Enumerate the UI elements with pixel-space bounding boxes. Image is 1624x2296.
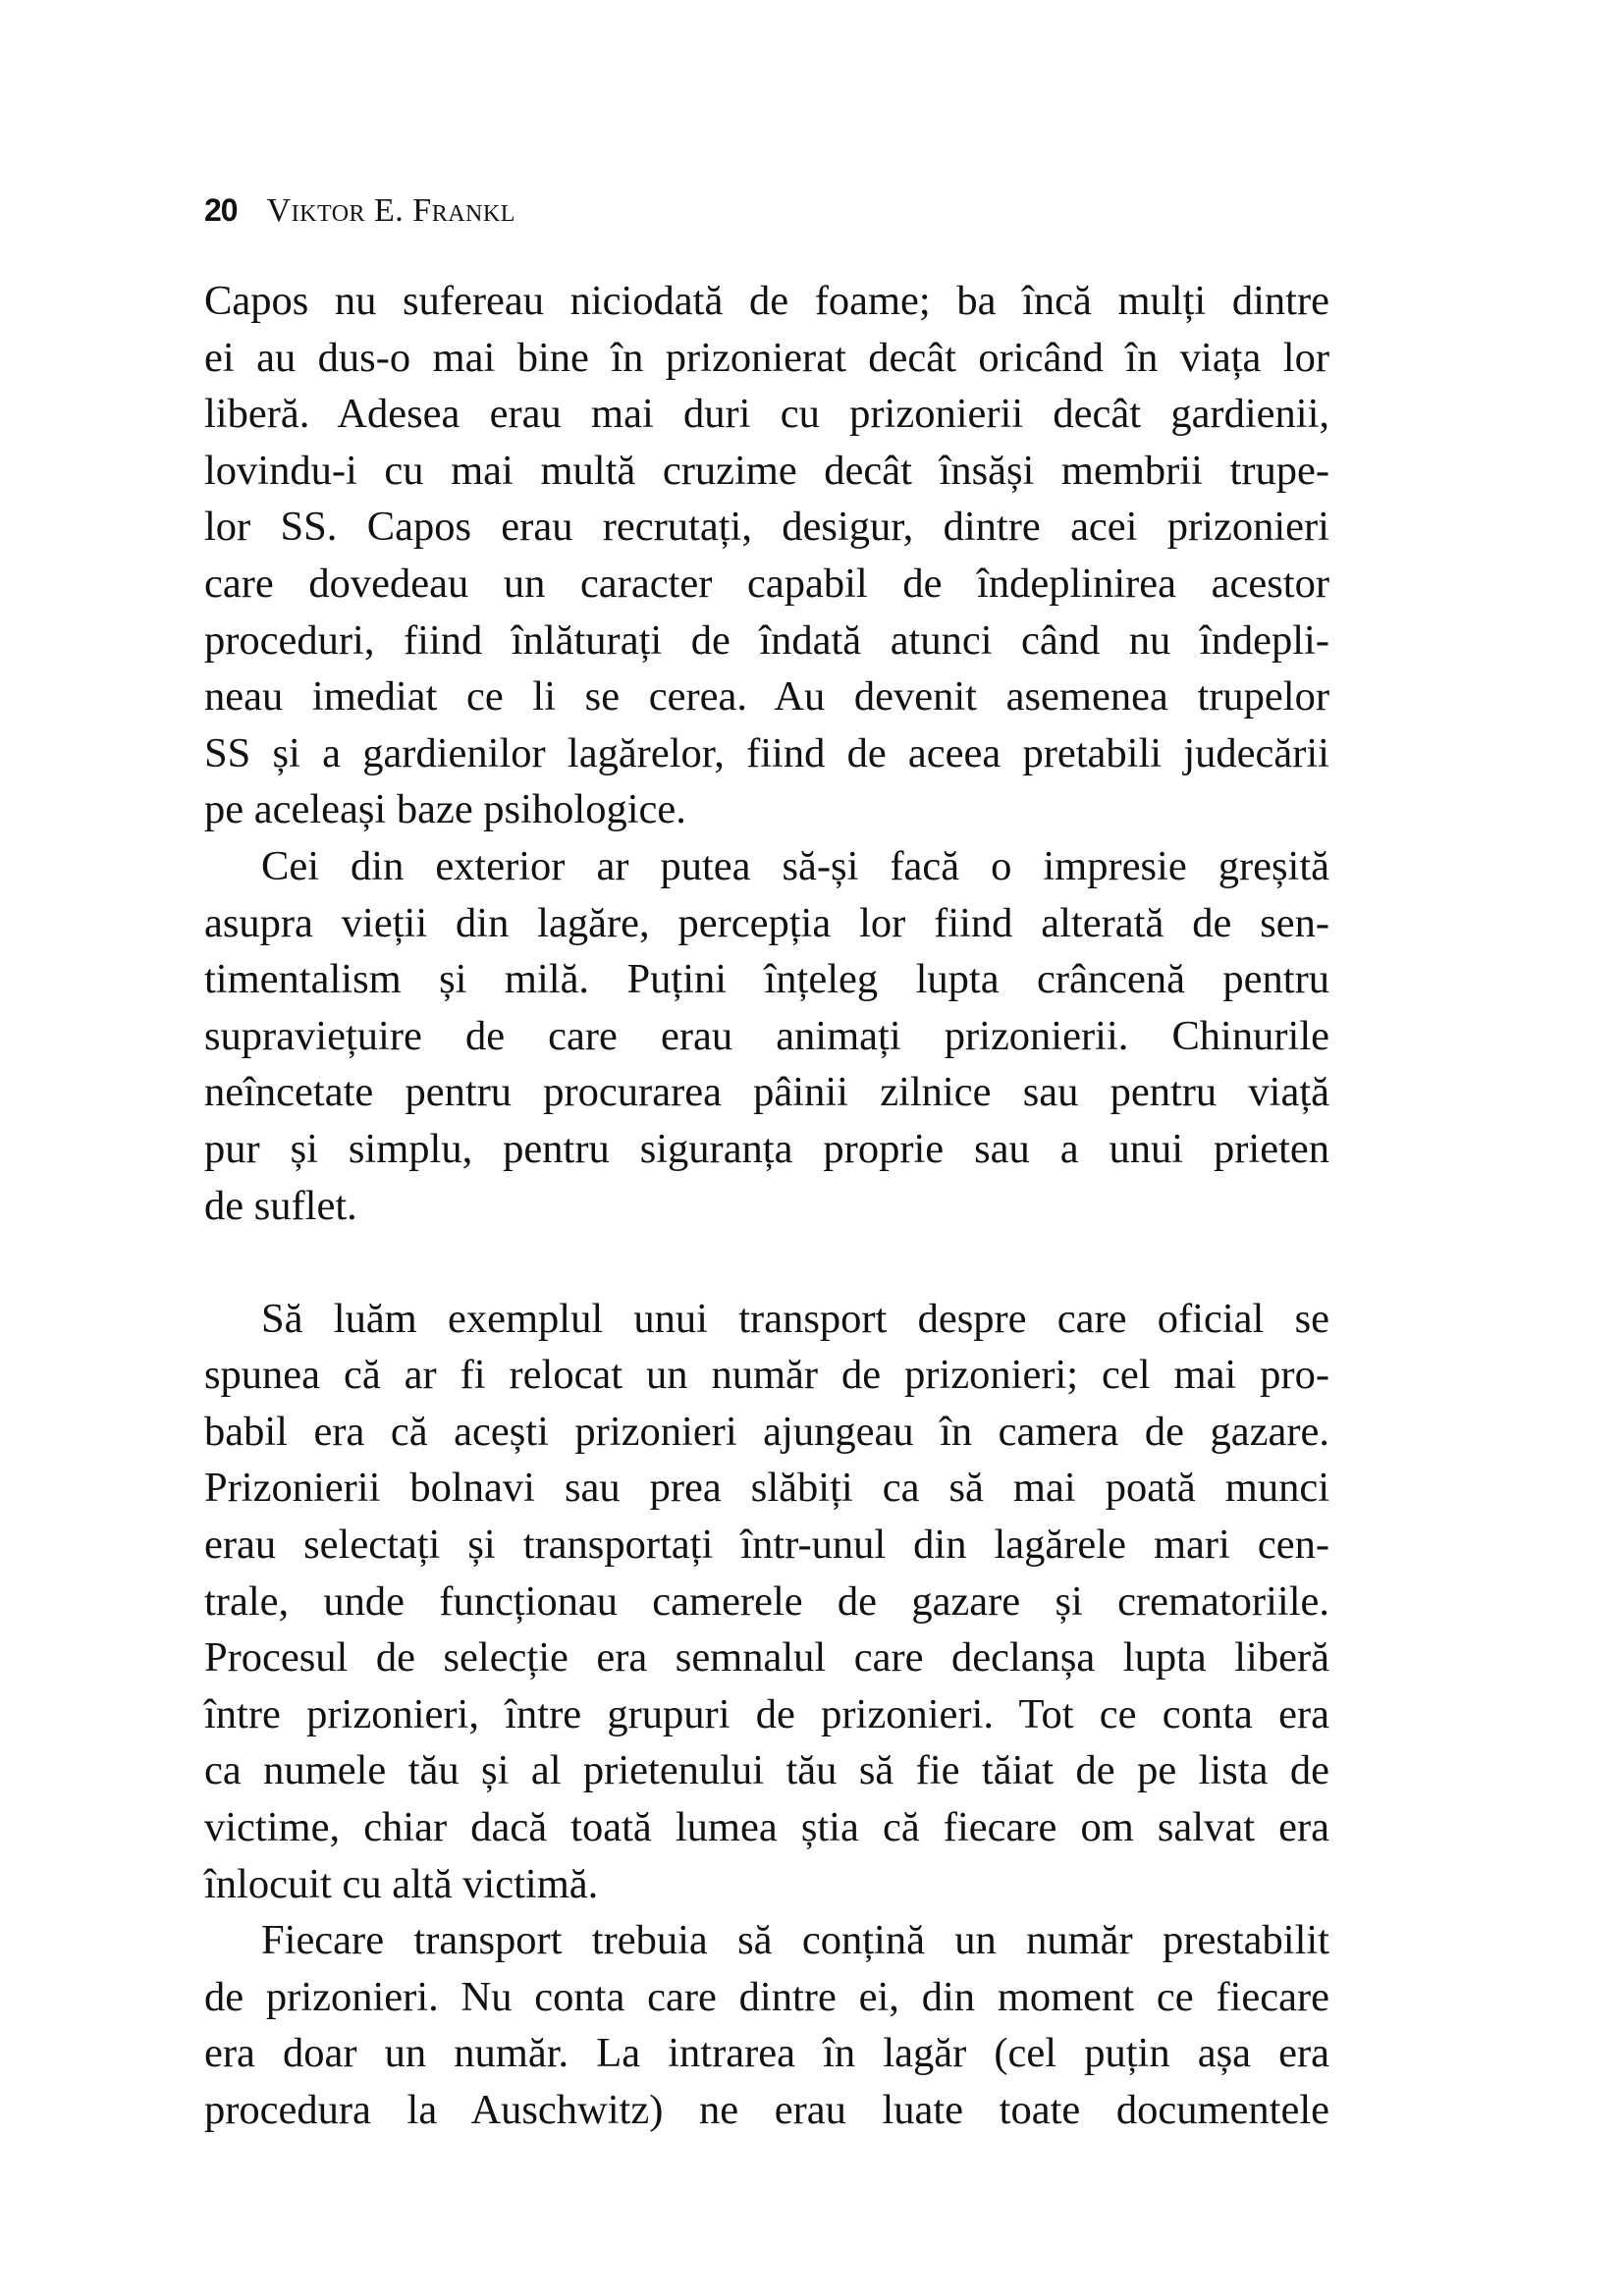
body-text [204, 273, 1329, 2139]
text-line: erau selectați și transportați într-unul din lagărele mari cen- [204, 1522, 1329, 1569]
text-line: Procesul de selecție era semnalul care declanșa lupta liberă [204, 1634, 1329, 1682]
text-line: era doar un număr. La intrarea în lagăr (cel puțin așa era [204, 2030, 1329, 2077]
paragraph [204, 838, 1329, 1234]
text-line: de prizonieri. Nu conta care dintre ei, din moment ce fiecare [204, 1973, 1329, 2020]
text-line: Să luăm exemplul unui transport despre care oficial se [261, 1295, 1329, 1342]
text-line: babil era că acești prizonieri ajungeau în camera de gazare. [204, 1408, 1329, 1455]
text-line: neau imediat ce li se cerea. Au devenit asemenea trupelor [204, 673, 1329, 721]
text-line: care dovedeau un caracter capabil de îndeplinirea acestor [204, 560, 1329, 607]
text-line: lovindu-i cu mai multă cruzime decât însăși membrii trupe- [204, 447, 1329, 494]
paragraph [204, 1912, 1329, 2138]
running-header [204, 190, 515, 231]
text-line: procedura la Auschwitz) ne erau luate toate documentele [204, 2087, 1329, 2133]
text-line: pe aceleași baze psihologice. [204, 786, 686, 833]
text-line: asupra vieții din lagăre, percepția lor fiind alterată de sen- [204, 899, 1329, 946]
text-line: ca numele tău și al prietenului tău să fie tăiat de pe lista de [204, 1747, 1329, 1794]
text-line: Capos nu sufereau niciodată de foame; ba încă mulți dintre [204, 278, 1329, 324]
text-line: înlocuit cu altă victimă. [204, 1860, 599, 1907]
section-break [204, 1234, 1329, 1291]
text-line: lor SS. Capos erau recrutați, desigur, dintre acei prizonieri [204, 504, 1329, 551]
text-line: Fiecare transport trebuia să conțină un număr prestabilit [261, 1917, 1329, 1964]
page-number: 20 [204, 192, 238, 228]
text-line: spunea că ar fi relocat un număr de prizonieri; cel mai pro- [204, 1352, 1329, 1399]
text-line: SS și a gardienilor lagărelor, fiind de aceea pretabili judecării [204, 729, 1329, 776]
text-line: ei au dus-o mai bine în prizonierat decât oricând în viața lor [204, 334, 1329, 381]
author-name: Viktor E. Frankl [266, 192, 515, 229]
paragraph [204, 1291, 1329, 1913]
text-line: între prizonieri, între grupuri de prizonieri. Tot ce conta era [204, 1690, 1329, 1737]
text-line: victime, chiar dacă toată lumea știa că fiecare om salvat era [204, 1804, 1329, 1851]
text-line: neîncetate pentru procurarea pâinii zilnice sau pentru viață [204, 1069, 1329, 1116]
text-line: trale, unde funcționau camerele de gazare și crematoriile. [204, 1577, 1329, 1625]
text-line: liberă. Adesea erau mai duri cu prizonierii decât gardienii, [204, 391, 1329, 438]
text-line: timentalism și milă. Puțini înțeleg lupta crâncenă pentru [204, 956, 1329, 1003]
text-line: proceduri, fiind înlăturați de îndată atunci când nu îndepli- [204, 616, 1329, 664]
text-line: Prizonierii bolnavi sau prea slăbiți ca să mai poată munci [204, 1465, 1329, 1512]
text-line: Cei din exterior ar putea să-și facă o impresie greșită [261, 842, 1329, 889]
text-line: pur și simplu, pentru siguranța proprie sau a unui prieten [204, 1125, 1329, 1172]
text-line: de suflet. [204, 1182, 357, 1229]
text-line: supraviețuire de care erau animați prizonierii. Chinurile [204, 1012, 1329, 1059]
paragraph [204, 273, 1329, 838]
